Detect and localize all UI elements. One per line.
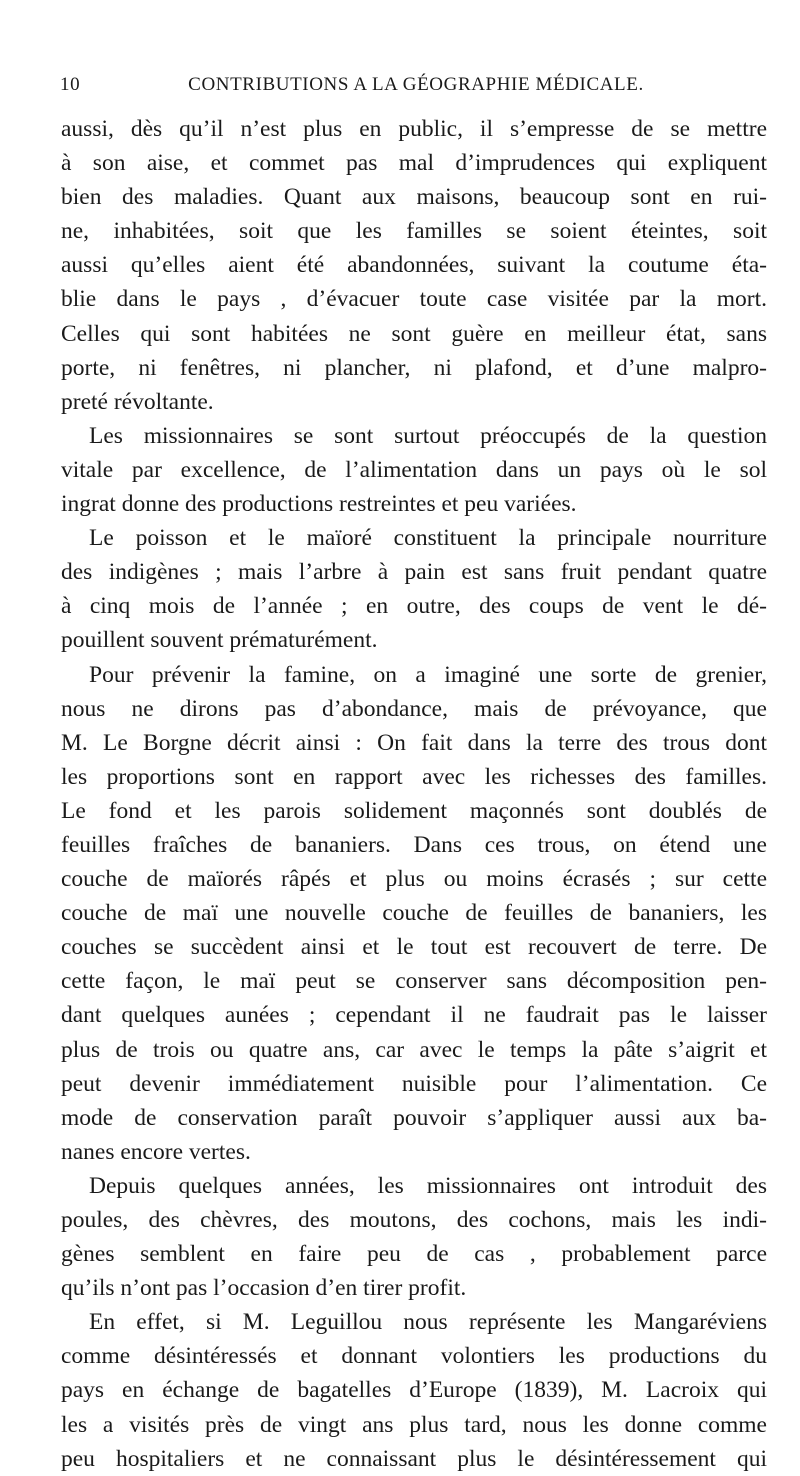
- text-line: plus de trois ou quatre ans, car avec le temps la pâte s’aigrit et: [61, 1036, 767, 1063]
- text-line: comme désintéressés et donnant volontiers les productions du: [61, 1343, 767, 1370]
- text-line: peu hospitaliers et ne connaissant plus le désintéressement qui: [61, 1445, 767, 1472]
- text-line: des indigènes ; mais l’arbre à pain est sans fruit pendant quatre: [61, 559, 767, 586]
- text-line: blie dans le pays , d’évacuer toute case visitée par la mort.: [61, 286, 767, 313]
- text-line: qu’ils n’ont pas l’occasion d’en tirer profit.: [61, 1275, 467, 1302]
- text-line: feuilles fraîches de bananiers. Dans ces trous, on étend une: [61, 831, 767, 858]
- page-number: 10: [60, 74, 81, 95]
- text-line: à cinq mois de l’année ; en outre, des coups de vent le dé-: [61, 593, 767, 620]
- text-line: pays en échange de bagatelles d’Europe (1839), M. Lacroix qui: [61, 1377, 767, 1404]
- text-line: dant quelques aunées ; cependant il ne faudrait pas le laisser: [61, 1002, 767, 1029]
- running-title: CONTRIBUTIONS A LA GÉOGRAPHIE MÉDICALE.: [188, 74, 644, 95]
- text-line: aussi, dès qu’il n’est plus en public, il s’empresse de se mettre: [61, 116, 767, 142]
- body-text: [61, 112, 767, 1476]
- text-line: Les missionnaires se sont surtout préoccupés de la question: [89, 422, 767, 449]
- text-line: couche de maïorés râpés et plus ou moins écrasés ; sur cette: [61, 866, 767, 893]
- text-line: bien des maladies. Quant aux maisons, beaucoup sont en rui-: [61, 184, 767, 211]
- text-line: Le fond et les parois solidement maçonnés sont doublés de: [61, 797, 767, 824]
- text-line: En effet, si M. Leguillou nous représente les Mangaréviens: [89, 1309, 767, 1336]
- text-line: gènes semblent en faire peu de cas , probablement parce: [61, 1241, 767, 1268]
- text-line: peut devenir immédiatement nuisible pour l’alimentation. Ce: [61, 1070, 767, 1097]
- text-line: couches se succèdent ainsi et le tout est recouvert de terre. De: [61, 934, 767, 961]
- page-header: [60, 74, 772, 102]
- text-line: Pour prévenir la famine, on a imaginé une sorte de grenier,: [89, 661, 767, 688]
- text-line: vitale par excellence, de l’alimentation dans un pays où le sol: [61, 456, 767, 483]
- text-line: porte, ni fenêtres, ni plancher, ni plafond, et d’une malpro-: [61, 354, 767, 381]
- text-line: Le poisson et le maïoré constituent la principale nourriture: [89, 525, 767, 552]
- text-line: nanes encore vertes.: [61, 1138, 251, 1165]
- text-line: nous ne dirons pas d’abondance, mais de prévoyance, que: [61, 695, 767, 722]
- text-line: preté révoltante.: [61, 388, 214, 415]
- text-line: à son aise, et commet pas mal d’imprudences qui expliquent: [61, 150, 767, 177]
- text-line: couche de maï une nouvelle couche de feuilles de bananiers, les: [61, 900, 767, 927]
- text-line: M. Le Borgne décrit ainsi : On fait dans la terre des trous dont: [61, 729, 767, 756]
- text-line: mode de conservation paraît pouvoir s’appliquer aussi aux ba-: [61, 1104, 767, 1131]
- text-line: Celles qui sont habitées ne sont guère en meilleur état, sans: [61, 320, 767, 347]
- text-line: pouillent souvent prématurément.: [61, 627, 378, 654]
- text-line: ingrat donne des productions restreintes et peu variées.: [61, 491, 577, 518]
- text-line: aussi qu’elles aient été abandonnées, suivant la coutume éta-: [61, 252, 767, 279]
- text-line: Depuis quelques années, les missionnaires ont introduit des: [89, 1172, 767, 1199]
- text-line: les a visités près de vingt ans plus tard, nous les donne comme: [61, 1411, 767, 1438]
- text-line: ne, inhabitées, soit que les familles se soient éteintes, soit: [61, 218, 767, 245]
- text-line: cette façon, le maï peut se conserver sans décomposition pen-: [61, 968, 767, 995]
- text-line: les proportions sont en rapport avec les richesses des familles.: [61, 763, 767, 790]
- text-line: poules, des chèvres, des moutons, des cochons, mais les indi-: [61, 1207, 767, 1233]
